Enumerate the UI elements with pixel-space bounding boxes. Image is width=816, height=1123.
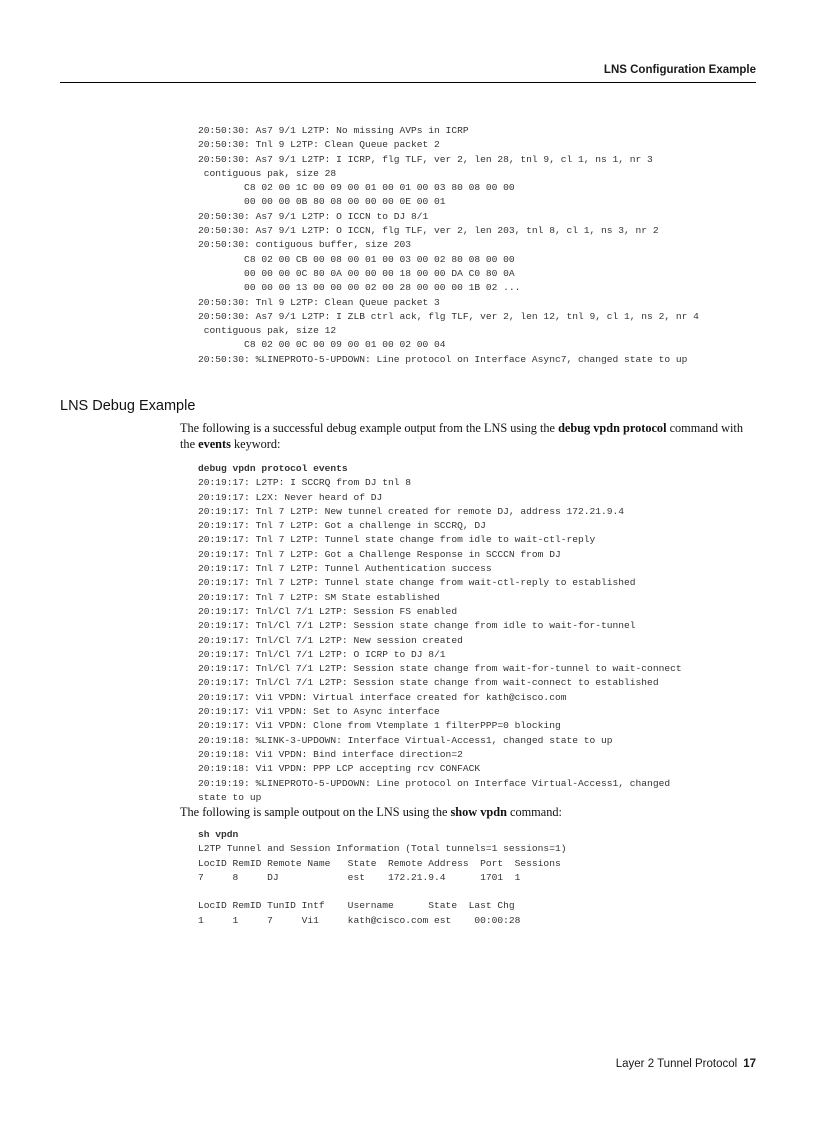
footer-title: Layer 2 Tunnel Protocol (615, 1058, 738, 1070)
debug-log-line: 20:19:17: Vi1 VPDN: Clone from Vtemplate 1 filterPPP=0 blocking (198, 720, 561, 732)
debug-log-line: 20:19:18: Vi1 VPDN: Bind interface direction=2 (198, 748, 463, 760)
running-header: LNS Configuration Example (603, 64, 756, 76)
show-command-ref: show vpdn (450, 805, 507, 819)
debug-log-line: 20:19:17: Tnl 7 L2TP: Tunnel state change from idle to wait-ctl-reply (198, 534, 596, 546)
debug-log-lines (198, 477, 682, 803)
top-log-line: 00 00 00 0C 80 0A 00 00 00 18 00 00 DA C0 80 0A (198, 267, 515, 279)
show-log-lines (198, 843, 566, 925)
top-log-line: 00 00 00 13 00 00 00 02 00 28 00 00 00 1B 02 ... (198, 282, 521, 294)
top-log-line: 20:50:30: Tnl 9 L2TP: Clean Queue packet 2 (198, 139, 440, 151)
top-log-line: contiguous pak, size 28 (198, 167, 337, 179)
top-log-block (198, 124, 699, 367)
show-command-line: sh vpdn (198, 829, 239, 840)
header-rule (60, 82, 756, 83)
debug-command-line: debug vpdn protocol events (198, 463, 348, 474)
page-footer (616, 1058, 756, 1070)
debug-log-line: 20:19:17: Tnl/Cl 7/1 L2TP: O ICRP to DJ 8/1 (198, 648, 446, 660)
top-log-line: 20:50:30: contiguous buffer, size 203 (198, 239, 412, 251)
top-log-line: 20:50:30: As7 9/1 L2TP: I ICRP, flg TLF, ver 2, len 28, tnl 9, cl 1, ns 1, nr 3 (198, 153, 653, 165)
debug-log-line: 20:19:17: Tnl/Cl 7/1 L2TP: Session state change from idle to wait-for-tunnel (198, 620, 636, 632)
debug-log-line: 20:19:17: Tnl 7 L2TP: Got a Challenge Response in SCCCN from DJ (198, 548, 561, 560)
intro-paragraph-show (180, 804, 756, 820)
top-log-line: 20:50:30: As7 9/1 L2TP: No missing AVPs in ICRP (198, 125, 469, 136)
intro1-after: keyword: (230, 437, 281, 451)
debug-log-line: 20:19:17: L2X: Never heard of DJ (198, 491, 383, 503)
intro1-mid: command with the (180, 421, 744, 451)
debug-log-line: 20:19:17: L2TP: I SCCRQ from DJ tnl 8 (198, 477, 412, 489)
debug-log-line: 20:19:17: Tnl 7 L2TP: SM State established (198, 591, 440, 603)
debug-command-ref: debug vpdn protocol (558, 421, 667, 435)
show-log-line: LocID RemID Remote Name State Remote Address Port Sessions (198, 857, 561, 869)
debug-log-line: state to up (198, 791, 262, 803)
debug-log-line: 20:19:18: %LINK-3-UPDOWN: Interface Virtual-Access1, changed state to up (198, 734, 613, 746)
events-keyword: events (198, 437, 231, 451)
show-log-line: 7 8 DJ est 172.21.9.4 1701 1 (198, 871, 521, 883)
debug-log-line: 20:19:17: Vi1 VPDN: Set to Async interface (198, 706, 440, 718)
debug-log-line: 20:19:17: Tnl 7 L2TP: Tunnel state change from wait-ctl-reply to established (198, 577, 636, 589)
debug-log-line: 20:19:19: %LINEPROTO-5-UPDOWN: Line protocol on Interface Virtual-Access1, changed (198, 777, 671, 789)
top-log-line: C8 02 00 1C 00 09 00 01 00 01 00 03 80 08 00 00 (198, 182, 515, 194)
top-log-line: 20:50:30: As7 9/1 L2TP: O ICCN to DJ 8/1 (198, 210, 429, 222)
show-log-block (198, 828, 566, 928)
top-log-line: 20:50:30: As7 9/1 L2TP: O ICCN, flg TLF, ver 2, len 203, tnl 8, cl 1, ns 3, nr 2 (198, 225, 659, 237)
show-log-line: L2TP Tunnel and Session Information (Total tunnels=1 sessions=1) (198, 843, 567, 855)
intro-paragraph-debug (180, 420, 756, 452)
section-title: LNS Debug Example (60, 398, 196, 414)
debug-log-line: 20:19:17: Tnl/Cl 7/1 L2TP: New session created (198, 634, 463, 646)
intro2-before: The following is sample outpout on the LNS using the (180, 805, 451, 819)
debug-log-block (198, 462, 682, 805)
top-log-line: C8 02 00 CB 00 08 00 01 00 03 00 02 80 08 00 00 (198, 253, 515, 265)
debug-log-line: 20:19:17: Tnl 7 L2TP: Got a challenge in SCCRQ, DJ (198, 520, 486, 532)
debug-log-line: 20:19:17: Tnl 7 L2TP: New tunnel created for remote DJ, address 172.21.9.4 (198, 505, 625, 517)
intro2-after: command: (506, 805, 562, 819)
debug-log-line: 20:19:17: Tnl/Cl 7/1 L2TP: Session state change from wait-connect to established (198, 677, 659, 689)
top-log-line: contiguous pak, size 12 (198, 325, 337, 337)
top-log-line: 20:50:30: As7 9/1 L2TP: I ZLB ctrl ack, flg TLF, ver 2, len 12, tnl 9, cl 1, ns 2, nr 4 (198, 310, 699, 322)
debug-log-line: 20:19:18: Vi1 VPDN: PPP LCP accepting rcv CONFACK (198, 763, 481, 775)
top-log-line: C8 02 00 0C 00 09 00 01 00 02 00 04 (198, 339, 446, 351)
top-log-line: 00 00 00 0B 80 08 00 00 00 0E 00 01 (198, 196, 446, 208)
show-log-line: 1 1 7 Vi1 kath@cisco.com est 00:00:28 (198, 914, 521, 926)
intro1-before: The following is a successful debug example output from the LNS using the (180, 421, 559, 435)
top-log-line: 20:50:30: %LINEPROTO-5-UPDOWN: Line protocol on Interface Async7, changed state to up (198, 353, 688, 365)
debug-log-line: 20:19:17: Tnl/Cl 7/1 L2TP: Session FS enabled (198, 605, 458, 617)
debug-log-line: 20:19:17: Tnl 7 L2TP: Tunnel Authentication success (198, 563, 492, 575)
debug-log-line: 20:19:17: Vi1 VPDN: Virtual interface created for kath@cisco.com (198, 691, 567, 703)
page-number: 17 (743, 1058, 756, 1070)
top-log-line: 20:50:30: Tnl 9 L2TP: Clean Queue packet 3 (198, 296, 440, 308)
debug-log-line: 20:19:17: Tnl/Cl 7/1 L2TP: Session state change from wait-for-tunnel to wait-connect (198, 663, 682, 675)
show-log-line: LocID RemID TunID Intf Username State Last Chg (198, 900, 515, 912)
